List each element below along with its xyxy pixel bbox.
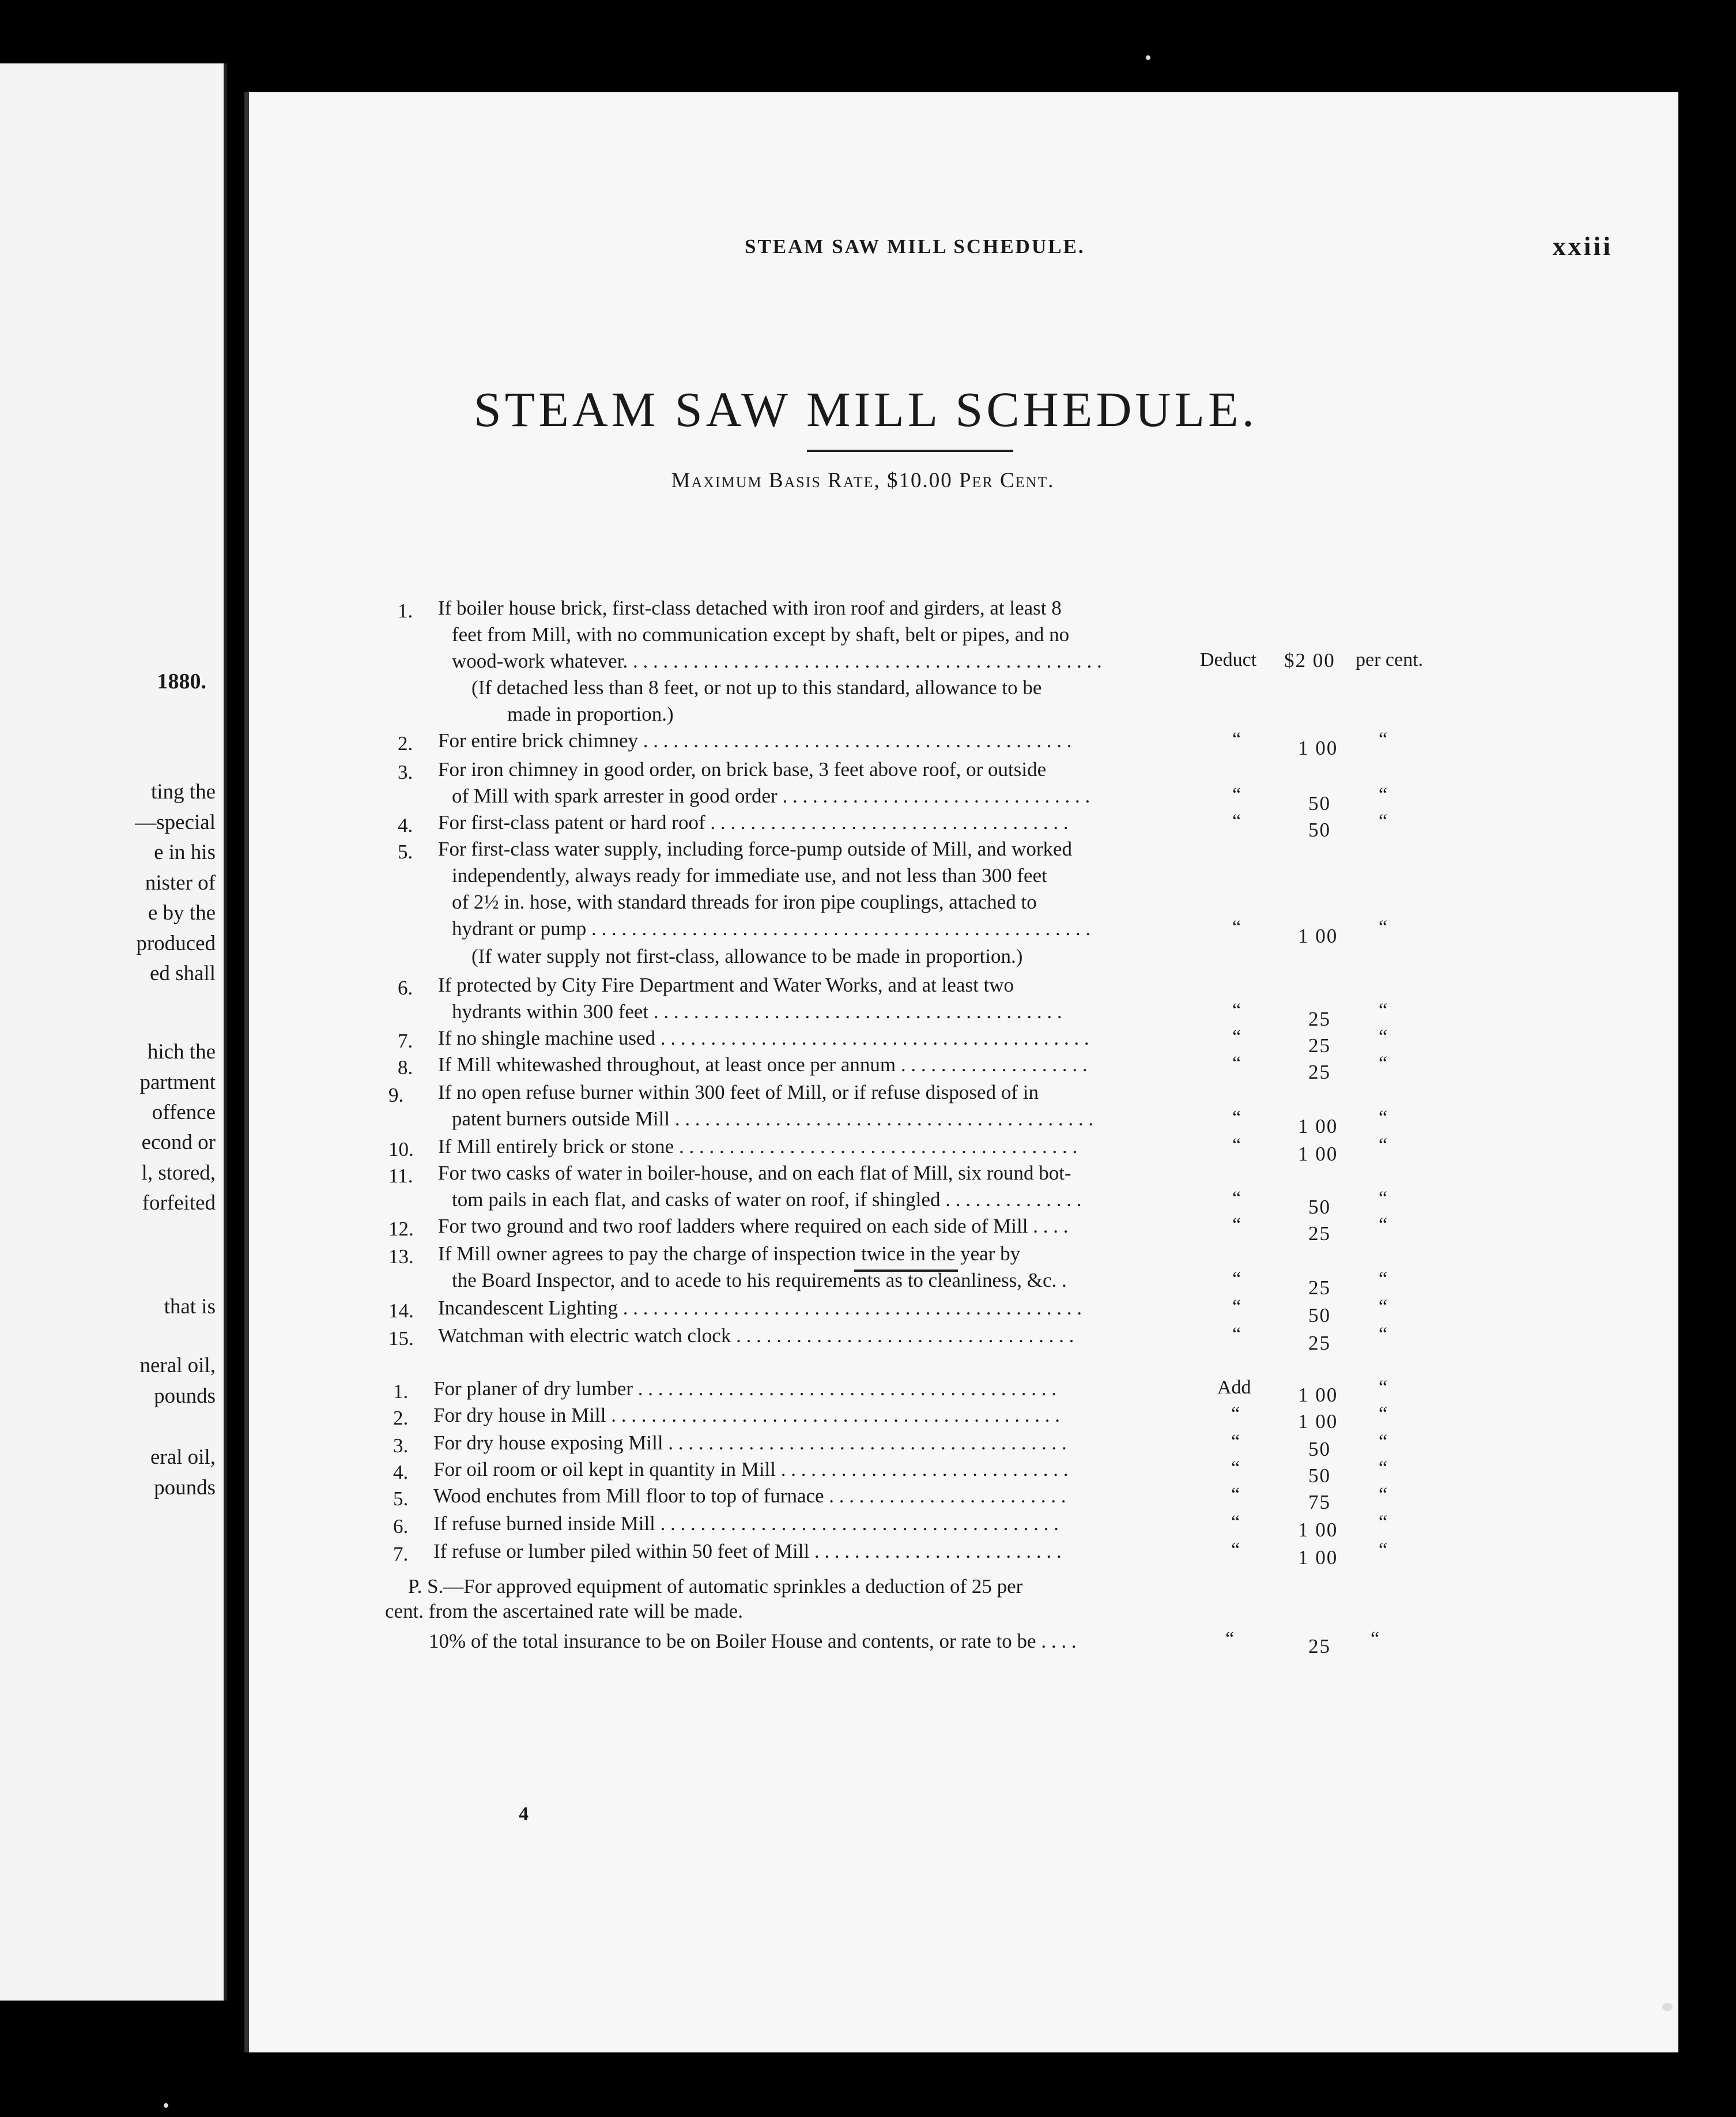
ditto-mark: “ (1379, 1053, 1388, 1074)
deduction-amount: 50 (1308, 1196, 1331, 1218)
ditto-mark: “ (1379, 1512, 1388, 1533)
deduction-line: For two ground and two roof ladders where required on each side of Mill . . . . (438, 1215, 1069, 1237)
deduction-number: 5. (398, 841, 413, 863)
deduction-amount: $2 00 (1284, 649, 1335, 672)
addition-number: 2. (393, 1407, 409, 1429)
ditto-mark: “ (1379, 1135, 1388, 1156)
ditto-mark: “ (1232, 1026, 1241, 1048)
deduction-line: If protected by City Fire Department and Water Works, and at least two (438, 974, 1014, 996)
deduction-line: If Mill whitewashed throughout, at least once per annum . . . . . . . . . . . . . . . . . . . (438, 1053, 1088, 1076)
facing-page-fragment: econd or (141, 1131, 216, 1154)
ditto-mark: “ (1231, 1457, 1240, 1479)
ditto-mark: “ (1231, 1512, 1240, 1533)
addition-number: 6. (393, 1515, 409, 1538)
addition-line: If refuse or lumber piled within 50 feet of Mill . . . . . . . . . . . . . . . . . . . . . . . . . (433, 1540, 1062, 1562)
facing-page-fragment: nister of (145, 871, 216, 895)
page-folio: xxiii (1552, 231, 1613, 261)
deduction-note-line: (If water supply not first-class, allowance to be made in proportion.) (471, 945, 1023, 967)
ditto-mark: “ (1379, 1000, 1388, 1021)
deduction-note-line: made in proportion.) (507, 703, 674, 725)
deduction-line: For iron chimney in good order, on brick base, 3 feet above roof, or outside (438, 758, 1047, 781)
addition-amount: 1 00 (1298, 1546, 1338, 1569)
deduction-line: patent burners outside Mill . . . . . . . . . . . . . . . . . . . . . . . . . . . . . . . . . . . . . . . . . . (452, 1108, 1094, 1130)
deduction-line: tom pails in each flat, and casks of water on roof, if shingled . . . . . . . . . . . . . . (452, 1188, 1082, 1211)
ps-line-2: cent. from the ascertained rate will be made. (385, 1600, 743, 1622)
deduction-number: 15. (388, 1327, 414, 1350)
ditto-mark: “ (1379, 1026, 1388, 1048)
scan-speck (164, 2103, 168, 2108)
unit-label: per cent. (1356, 649, 1424, 670)
facing-page-fragment: l, stored, (141, 1161, 216, 1185)
addition-line: For dry house in Mill . . . . . . . . . . . . . . . . . . . . . . . . . . . . . . . . . . . . . . . . . . . . . (433, 1404, 1060, 1426)
deduction-number: 6. (398, 977, 413, 999)
facing-page-fragment: —special (135, 811, 216, 834)
ditto-mark: “ (1232, 917, 1241, 938)
deduction-number: 9. (388, 1084, 404, 1106)
ditto-mark: “ (1231, 1484, 1240, 1505)
deduction-amount: 1 00 (1298, 925, 1338, 947)
ditto-mark: “ (1232, 1000, 1241, 1021)
deduction-number: 10. (388, 1138, 414, 1161)
signature-mark: 4 (519, 1803, 529, 1825)
ditto-mark: “ (1379, 1484, 1388, 1505)
deduction-number: 2. (398, 732, 413, 755)
addition-line: For oil room or oil kept in quantity in Mill . . . . . . . . . . . . . . . . . . . . . . . . . . . . . (433, 1458, 1069, 1481)
facing-page-fragment: forfeited (142, 1191, 216, 1215)
ps-amount: 25 (1308, 1635, 1331, 1658)
ditto-mark: “ (1379, 917, 1388, 938)
deduction-amount: 25 (1308, 1332, 1331, 1354)
deduction-line: If Mill entirely brick or stone . . . . . . . . . . . . . . . . . . . . . . . . . . . . . . . . . . . . . . . . (438, 1135, 1078, 1158)
deduction-number: 13. (388, 1245, 414, 1268)
ditto-mark: “ (1379, 1296, 1388, 1317)
deduction-amount: 1 00 (1298, 737, 1338, 759)
deduction-amount: 1 00 (1298, 1115, 1338, 1137)
ditto-mark: “ (1379, 1107, 1388, 1128)
deduction-number: 12. (388, 1218, 414, 1240)
facing-page-fragment: ting the (150, 780, 216, 804)
deduction-note-line: (If detached less than 8 feet, or not up to this standard, allowance to be (471, 676, 1042, 699)
deduction-line: If no shingle machine used . . . . . . . . . . . . . . . . . . . . . . . . . . . . . . . . . . . . . . . . . . . (438, 1027, 1089, 1049)
deduction-line: For two casks of water in boiler-house, and on each flat of Mill, six round bot- (438, 1162, 1071, 1184)
deduction-amount: 1 00 (1298, 1143, 1338, 1165)
deduction-amount: 25 (1308, 1061, 1331, 1083)
addition-amount: 1 00 (1298, 1410, 1338, 1433)
ditto-mark: “ (1379, 1431, 1388, 1452)
addition-amount: 50 (1308, 1438, 1331, 1460)
scan-speck (1146, 55, 1150, 60)
ditto-mark: “ (1232, 1296, 1241, 1317)
deduction-line: of Mill with spark arrester in good order . . . . . . . . . . . . . . . . . . . . . . . . . . . . . . . (452, 785, 1090, 807)
ditto-mark: “ (1232, 1324, 1241, 1345)
ditto-mark: “ (1379, 1188, 1388, 1209)
ditto-mark: “ (1379, 1324, 1388, 1345)
ditto-mark: “ (1379, 1403, 1388, 1425)
deduction-number: 8. (398, 1056, 413, 1079)
deduction-amount: 25 (1308, 1276, 1331, 1299)
ps-line-3: 10% of the total insurance to be on Boiler House and contents, or rate to be . . . . (429, 1630, 1077, 1652)
deduction-amount: 50 (1308, 1304, 1331, 1327)
facing-page-fragment: produced (136, 932, 216, 955)
ditto-mark: “ (1232, 729, 1241, 750)
ditto-mark: “ (1379, 1457, 1388, 1479)
deduction-line: hydrants within 300 feet . . . . . . . . . . . . . . . . . . . . . . . . . . . . . . . . . . . . . . . . . (452, 1000, 1062, 1023)
ditto-mark: “ (1232, 811, 1241, 832)
addition-number: 4. (393, 1461, 409, 1483)
ditto-mark: “ (1232, 784, 1241, 805)
deduction-number: 11. (388, 1165, 413, 1187)
facing-page-fragment: ed shall (149, 962, 216, 985)
page-subtitle: Maximum Basis Rate, $10.00 Per Cent. (671, 469, 1055, 492)
deduction-line: For first-class water supply, including force-pump outside of Mill, and worked (438, 838, 1073, 860)
ditto-mark: “ (1379, 729, 1388, 750)
deduction-line: For first-class patent or hard roof . . . . . . . . . . . . . . . . . . . . . . . . . . . . . . . . . . . . (438, 811, 1069, 834)
section-rule (854, 1270, 958, 1272)
addition-line: If refuse burned inside Mill . . . . . . . . . . . . . . . . . . . . . . . . . . . . . . . . . . . . . . . . (433, 1512, 1059, 1535)
facing-page-fragment: e by the (148, 901, 216, 925)
ditto-mark: “ (1379, 1377, 1388, 1398)
deduction-amount: 25 (1308, 1008, 1331, 1030)
deduction-line: If Mill owner agrees to pay the charge of inspection twice in the year by (438, 1242, 1021, 1265)
scan-speck (1662, 2003, 1673, 2011)
deduction-line: wood-work whatever. . . . . . . . . . . . . . . . . . . . . . . . . . . . . . . . . . . . . . . . . . . . . . . . (452, 650, 1102, 672)
facing-page-fragment: pounds (154, 1476, 216, 1500)
addition-amount: 50 (1308, 1464, 1331, 1487)
document-page (244, 92, 1678, 2052)
ps-unit: “ (1371, 1628, 1380, 1649)
deduction-number: 7. (398, 1030, 413, 1052)
addition-amount: 1 00 (1298, 1384, 1338, 1406)
deduction-line: hydrant or pump . . . . . . . . . . . . . . . . . . . . . . . . . . . . . . . . . . . . . . . . . . . . . . . . . . (452, 917, 1091, 940)
deduction-number: 1. (398, 600, 413, 622)
deduction-amount: 50 (1308, 792, 1331, 815)
ditto-mark: “ (1379, 1539, 1388, 1561)
ditto-mark: “ (1232, 1214, 1241, 1235)
ditto-mark: “ (1232, 1268, 1241, 1290)
deduction-number: 3. (398, 761, 413, 783)
deduction-number: 4. (398, 814, 413, 837)
page-title: STEAM SAW MILL SCHEDULE. (473, 382, 1258, 437)
deduction-line: Incandescent Lighting . . . . . . . . . . . . . . . . . . . . . . . . . . . . . . . . . . . . . . . . . . . . . . (438, 1297, 1082, 1319)
deduction-line: feet from Mill, with no communication except by shaft, belt or pipes, and no (452, 623, 1070, 646)
ditto-mark: “ (1232, 1135, 1241, 1156)
ditto-mark: “ (1231, 1539, 1240, 1561)
addition-number: 1. (393, 1380, 409, 1403)
facing-page-fragment: hich the (147, 1040, 216, 1064)
ditto-mark: “ (1231, 1403, 1240, 1425)
facing-page-fragment: offence (152, 1101, 216, 1124)
ditto-mark: “ (1231, 1431, 1240, 1452)
deduction-number: 14. (388, 1299, 414, 1322)
deduction-line: If boiler house brick, first-class detached with iron roof and girders, at least 8 (438, 597, 1062, 619)
addition-number: 3. (393, 1434, 409, 1457)
deduction-amount: 25 (1308, 1034, 1331, 1057)
facing-page (0, 63, 227, 2001)
deduction-line: of 2½ in. hose, with standard threads for iron pipe couplings, attached to (452, 891, 1037, 913)
running-head: STEAM SAW MILL SCHEDULE. (745, 235, 1085, 258)
ditto-mark: “ (1379, 1214, 1388, 1235)
deduction-amount: 25 (1308, 1222, 1331, 1245)
facing-page-fragment: partment (139, 1071, 216, 1094)
addition-number: 7. (393, 1543, 409, 1565)
facing-page-fragment: e in his (154, 841, 216, 864)
add-label: Add (1217, 1377, 1251, 1398)
facing-page-fragment: that is (164, 1295, 216, 1319)
ditto-mark: “ (1232, 1053, 1241, 1074)
addition-line: For planer of dry lumber . . . . . . . . . . . . . . . . . . . . . . . . . . . . . . . . . . . . . . . . . . (433, 1377, 1057, 1400)
addition-number: 5. (393, 1487, 409, 1510)
deduction-line: Watchman with electric watch clock . . . . . . . . . . . . . . . . . . . . . . . . . . . . . . . . . . (438, 1324, 1074, 1347)
deduction-line: For entire brick chimney . . . . . . . . . . . . . . . . . . . . . . . . . . . . . . . . . . . . . . . . . . . (438, 729, 1072, 752)
facing-page-fragment: neral oil, (139, 1354, 216, 1377)
facing-page-fragment: eral oil, (150, 1445, 216, 1469)
ps-line-1: P. S.—For approved equipment of automatic sprinkles a deduction of 25 per (408, 1575, 1023, 1598)
title-rule (807, 450, 1013, 452)
deduction-line: the Board Inspector, and to acede to his requirements as to cleanliness, &c. . (452, 1269, 1067, 1291)
addition-amount: 1 00 (1298, 1519, 1338, 1541)
ditto-mark: “ (1232, 1188, 1241, 1209)
addition-line: For dry house exposing Mill . . . . . . . . . . . . . . . . . . . . . . . . . . . . . . . . . . . . . . . . (433, 1432, 1067, 1454)
ditto-mark: “ (1379, 811, 1388, 832)
ps-ditto: “ (1225, 1628, 1235, 1649)
deduction-line: If no open refuse burner within 300 feet of Mill, or if refuse disposed of in (438, 1081, 1039, 1103)
addition-amount: 75 (1308, 1491, 1331, 1513)
facing-page-year: 1880. (157, 669, 206, 694)
ditto-mark: “ (1232, 1107, 1241, 1128)
facing-page-fragment: pounds (154, 1384, 216, 1408)
deduct-label: Deduct (1200, 649, 1257, 670)
deduction-line: independently, always ready for immediate use, and not less than 300 feet (452, 864, 1047, 887)
addition-line: Wood enchutes from Mill floor to top of furnace . . . . . . . . . . . . . . . . . . . . . . . . (433, 1485, 1066, 1507)
deduction-amount: 50 (1308, 819, 1331, 841)
ditto-mark: “ (1379, 784, 1388, 805)
ditto-mark: “ (1379, 1268, 1388, 1290)
